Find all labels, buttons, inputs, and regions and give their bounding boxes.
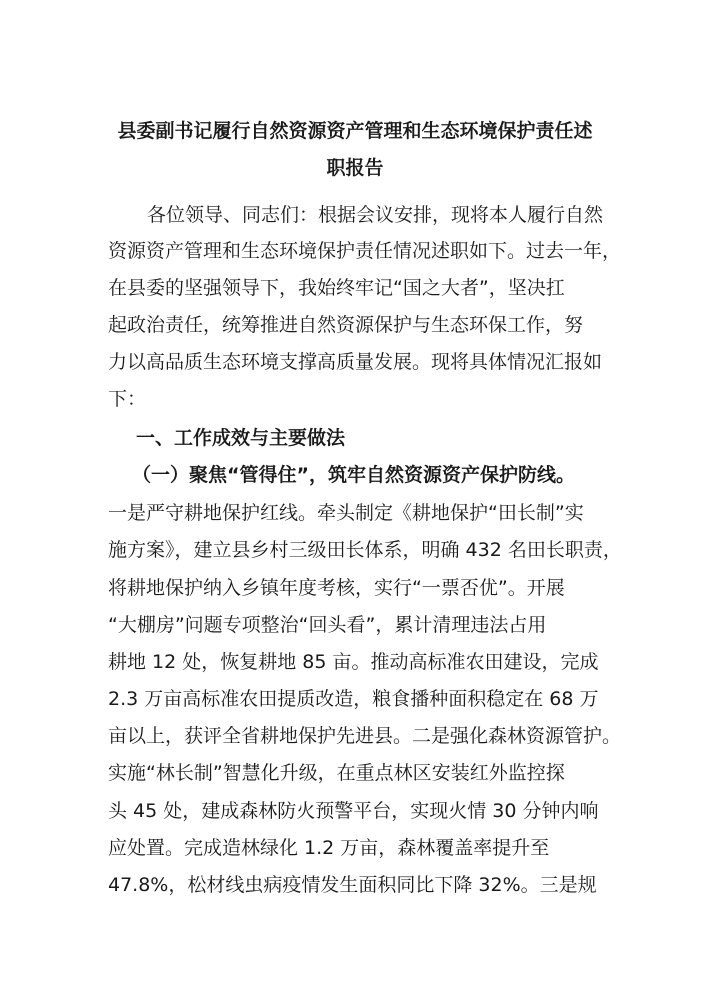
body-line: 一是严守耕地保护红线。牵头制定《耕地保护“田长制”实 — [108, 502, 584, 524]
body-line: 47.8%，松材线虫病疫情发生面积同比下降 32%。三是规 — [108, 874, 597, 896]
body-line: 力以高品质生态环境支撑高质量发展。现将具体情况汇报如 — [108, 351, 603, 373]
body-line: 起政治责任，统筹推进自然资源保护与生态环保工作，努 — [108, 314, 584, 336]
body-line: 应处置。完成造林绿化 1.2 万亩，森林覆盖率提升至 — [108, 837, 550, 859]
body-line: “大棚房”问题专项整治“回头看”，累计清理违法占用 — [108, 614, 547, 636]
body-line: 资源资产管理和生态环境保护责任情况述职如下。过去一年， — [108, 240, 622, 262]
body-line: 下： — [108, 388, 147, 410]
body-line: 各位领导、同志们：根据会议安排，现将本人履行自然 — [147, 204, 604, 226]
body-line: 实施“林长制”智慧化升级，在重点林区安装红外监控探 — [108, 762, 565, 784]
body-line: 在县委的坚强领导下，我始终牢记“国之大者”，坚决扛 — [108, 277, 565, 299]
body-line: 2.3 万亩高标准农田提质改造，粮食播种面积稳定在 68 万 — [108, 688, 599, 710]
body-line: 头 45 处，建成森林防火预警平台，实现火情 30 分钟内响 — [108, 800, 599, 822]
body-line: 亩以上，获评全省耕地保护先进县。二是强化森林资源管护。 — [108, 725, 622, 747]
body-line: 施方案》，建立县乡村三级田长体系，明确 432 名田长职责， — [108, 539, 622, 561]
body-line: 耕地 12 处，恢复耕地 85 亩。推动高标准农田建设，完成 — [108, 651, 599, 673]
document-title-line-2: 职报告 — [326, 157, 384, 179]
section-heading: 一、工作成效与主要做法 — [136, 427, 346, 449]
body-line: 将耕地保护纳入乡镇年度考核，实行“一票否优”。开展 — [108, 577, 565, 599]
document-title-line-1: 县委副书记履行自然资源资产管理和生态环境保护责任述 — [117, 120, 593, 142]
subsection-heading: （一）聚焦“管得住”，筑牢自然资源资产保护防线。 — [132, 464, 575, 486]
